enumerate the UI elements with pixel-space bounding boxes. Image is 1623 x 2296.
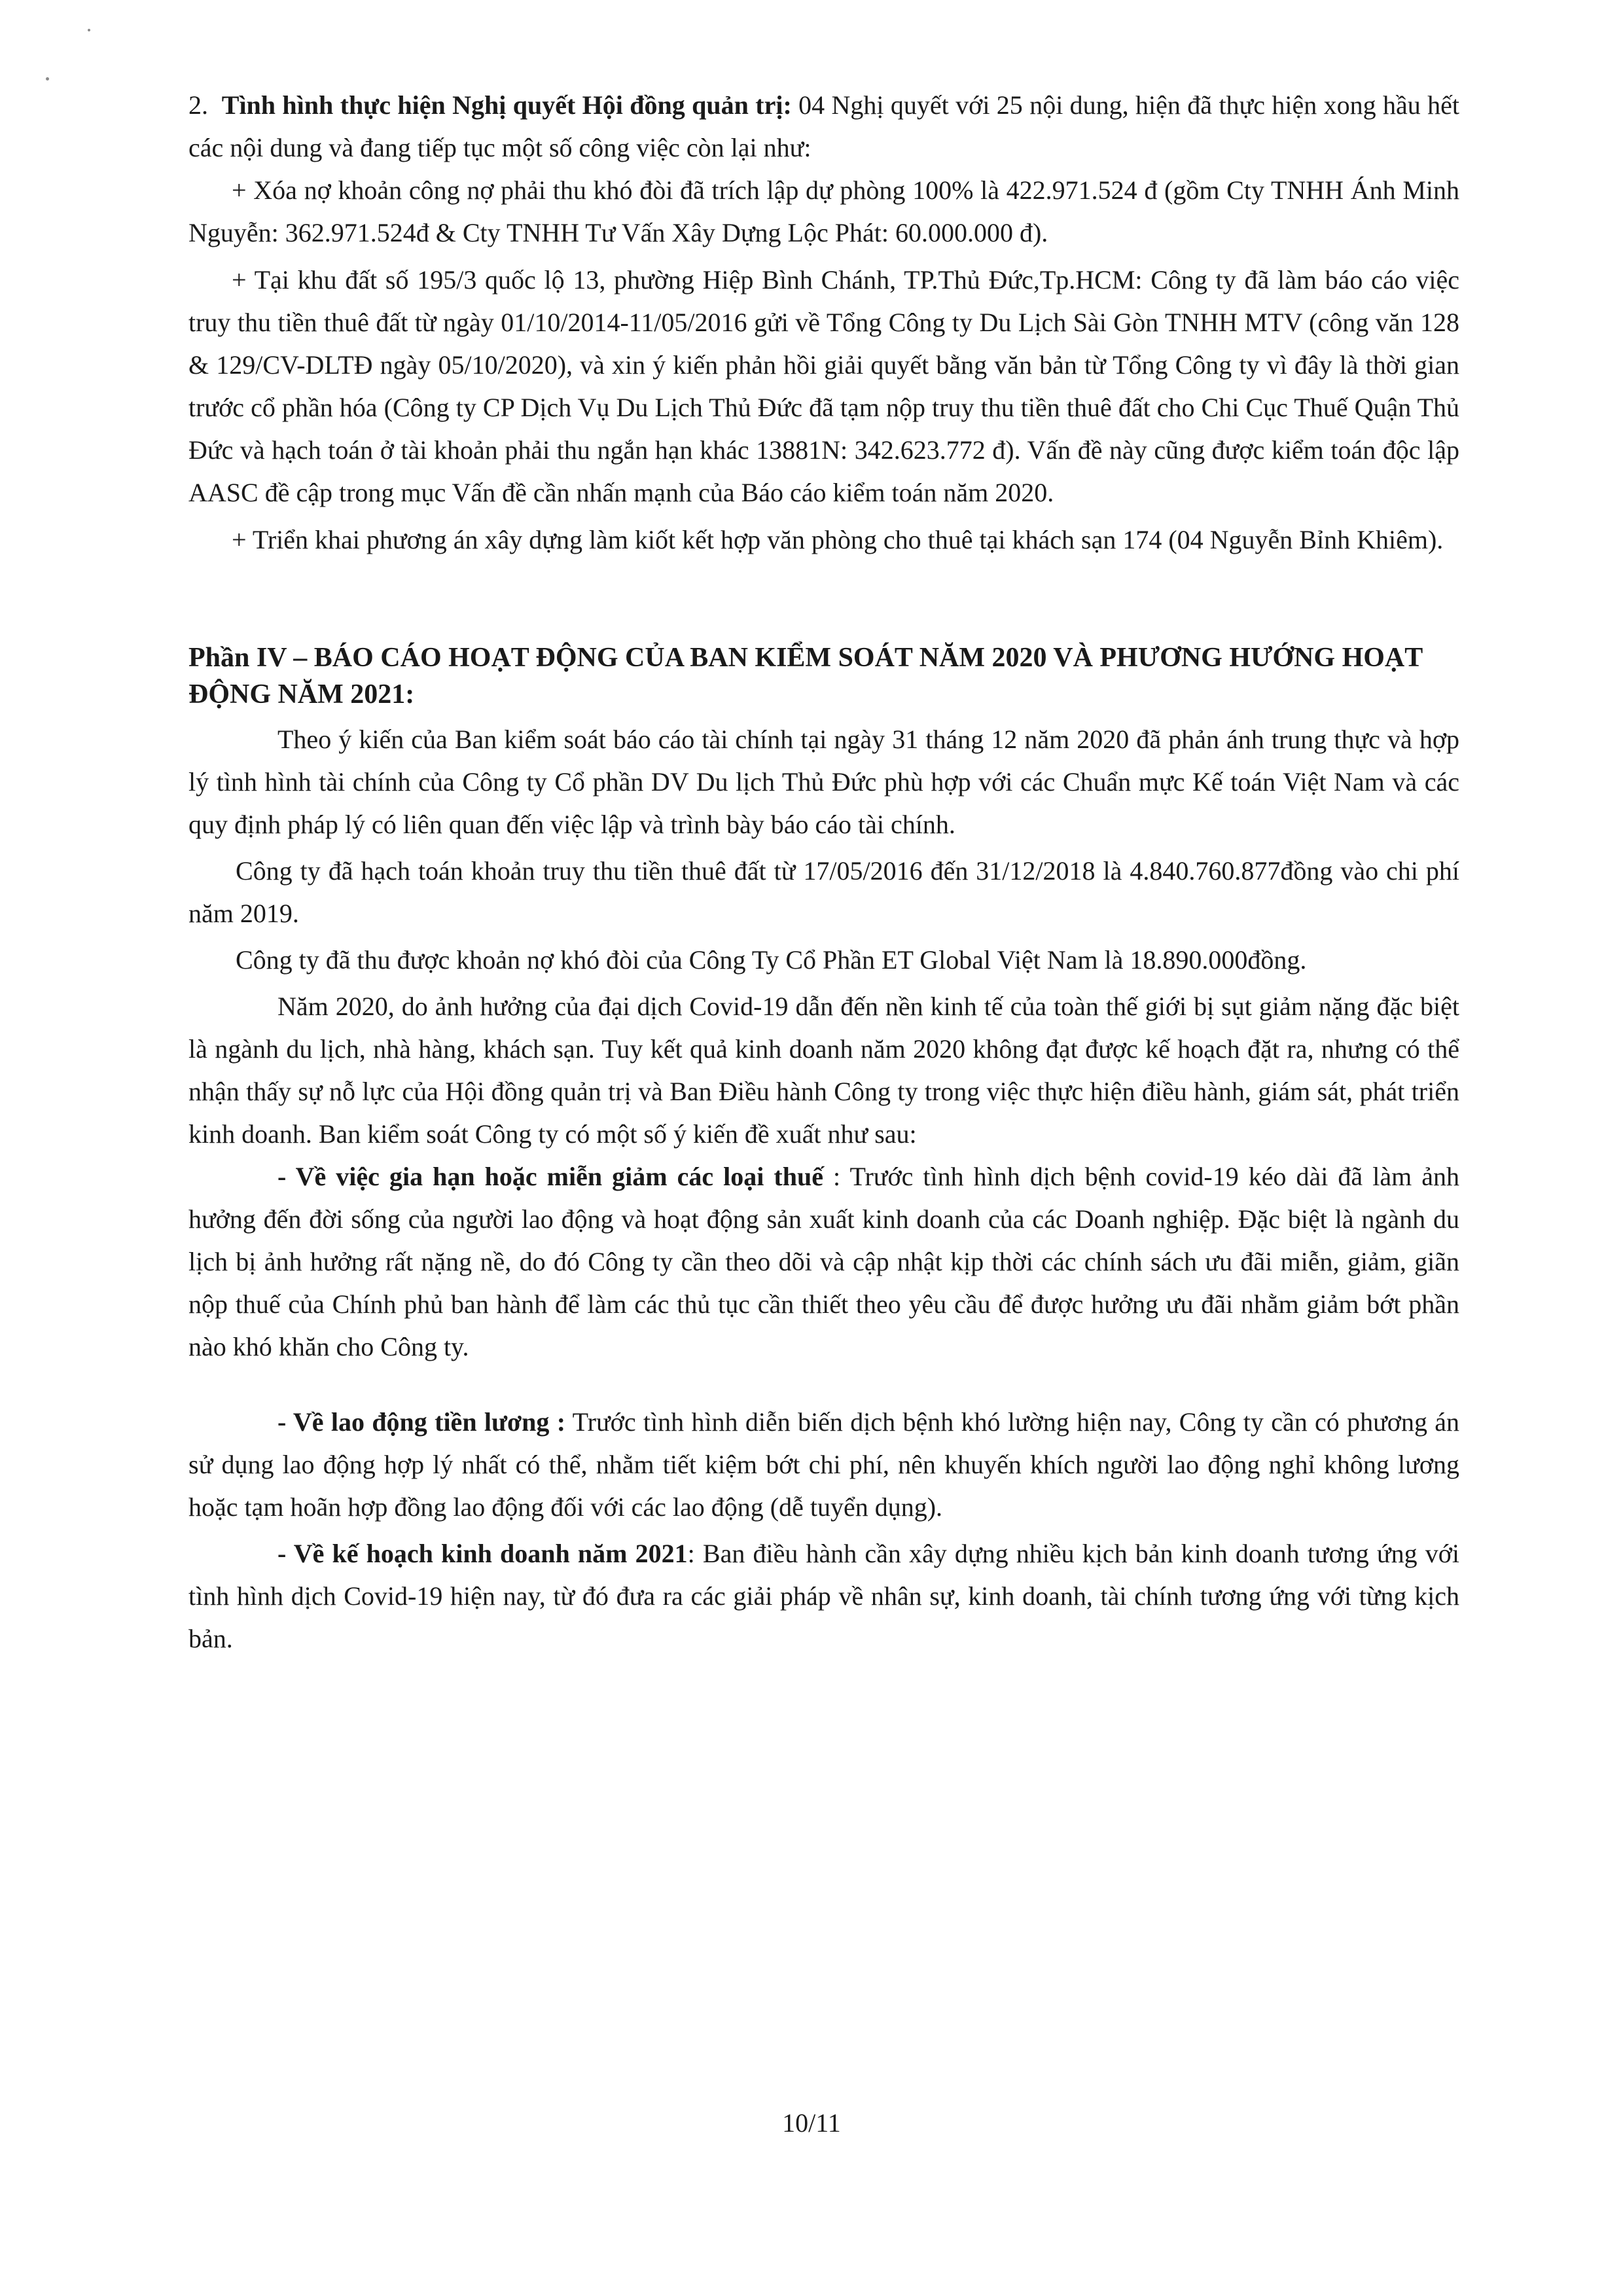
part-4-heading: Phần IV – BÁO CÁO HOẠT ĐỘNG CỦA BAN KIỂM SOÁT NĂM 2020 VÀ PHƯƠNG HƯỚNG HOẠT ĐỘNG NĂM 2021: [188, 643, 1423, 709]
part-4-paragraph-1: Theo ý kiến của Ban kiểm soát báo cáo tài chính tại ngày 31 tháng 12 năm 2020 đã phản ánh trung thực và hợp lý tình hình tài chính của Công ty Cổ phần DV Du lịch Thủ Đức phù hợp với các Chuẩn mực Kế toán Việt Nam và các quy định pháp lý có liên quan đến việc lập và trình bày báo cáo tài chính. [188, 725, 1459, 839]
section-2-bullet-1: + Xóa nợ khoản công nợ phải thu khó đòi đã trích lập dự phòng 100% là 422.971.524 đ (gồm Cty TNHH Ánh Minh Nguyễn: 362.971.524đ & Cty TNHH Tư Vấn Xây Dựng Lộc Phát: 60.000.000 đ). [188, 175, 1459, 247]
recommendation-text-2: Trước tình hình diễn biến dịch bệnh khó lường hiện nay, Công ty cần có phương án sử dụng lao động hợp lý nhất có thể, nhằm tiết kiệm bớt chi phí, nên khuyến khích người lao động nghỉ không lương hoặc tạm hoãn hợp đồng lao động đối với các lao động (dễ tuyển dụng). [188, 1407, 1460, 1522]
section-2-bullet-3: + Triển khai phương án xây dựng làm kiốt kết hợp văn phòng cho thuê tại khách sạn 174 (04 Nguyễn Bỉnh Khiêm). [232, 525, 1444, 554]
recommendation-title-3: - Về kế hoạch kinh doanh năm 2021 [277, 1539, 688, 1568]
recommendation-text-1: : Trước tình hình dịch bệnh covid-19 kéo dài đã làm ảnh hưởng đến đời sống của người lao động và hoạt động sản xuất kinh doanh của các Doanh nghiệp. Đặc biệt là ngành du lịch bị ảnh hưởng rất nặng nề, do đó Công ty cần theo dõi và cập nhật kịp thời các chính sách ưu đãi miễn, giảm, giãn nộp thuế của Chính phủ ban hành để làm các thủ tục cần thiết theo yêu cầu để được hưởng ưu đãi nhằm giảm bớt phần nào khó khăn cho Công ty. [188, 1162, 1459, 1361]
scan-speck [46, 77, 49, 81]
scan-speck [88, 29, 90, 31]
section-2-bullet-2: + Tại khu đất số 195/3 quốc lộ 13, phường Hiệp Bình Chánh, TP.Thủ Đức,Tp.HCM: Công ty đã làm báo cáo việc truy thu tiền thuê đất từ ngày 01/10/2014-11/05/2016 gửi về Tổng Công ty Du Lịch Sài Gòn TNHH MTV (công văn 128 & 129/CV-DLTĐ ngày 05/10/2020), và xin ý kiến phản hồi giải quyết bằng văn bản từ Tổng Công ty vì đây là thời gian trước cổ phần hóa (Công ty CP Dịch Vụ Du Lịch Thủ Đức đã tạm nộp truy thu tiền thuê đất cho Chi Cục Thuế Quận Thủ Đức và hạch toán ở tài khoản phải thu ngắn hạn khác 13881N: 342.623.772 đ). Vấn đề này cũng được kiểm toán độc lập AASC đề cập trong mục Vấn đề cần nhấn mạnh của Báo cáo kiểm toán năm 2020. [188, 265, 1459, 507]
document-page [188, 84, 1459, 2211]
recommendation-title-2: - Về lao động tiền lương : [277, 1407, 566, 1437]
recommendation-title-1: - Về việc gia hạn hoặc miễn giảm các loại thuế [277, 1162, 823, 1191]
section-2-paragraph [188, 84, 1459, 169]
recommendation-item-3 [188, 1532, 1459, 1660]
recommendation-text-3: : Ban điều hành cần xây dựng nhiều kịch bản kinh doanh tương ứng với tình hình dịch Covid-19 hiện nay, từ đó đưa ra các giải pháp về nhân sự, kinh doanh, tài chính tương ứng với từng kịch bản. [188, 1539, 1459, 1653]
section-2-number: 2. [188, 90, 208, 120]
part-4-paragraph-4: Năm 2020, do ảnh hưởng của đại dịch Covid-19 dẫn đến nền kinh tế của toàn thế giới bị sụt giảm nặng đặc biệt là ngành du lịch, nhà hàng, khách sạn. Tuy kết quả kinh doanh năm 2020 không đạt được kế hoạch đặt ra, nhưng có thể nhận thấy sự nỗ lực của Hội đồng quản trị và Ban Điều hành Công ty trong việc thực hiện điều hành, giám sát, phát triển kinh doanh. Ban kiểm soát Công ty có một số ý kiến đề xuất như sau: [188, 992, 1459, 1149]
part-4-paragraph-3: Công ty đã thu được khoản nợ khó đòi của Công Ty Cổ Phần ET Global Việt Nam là 18.890.000đồng. [236, 945, 1307, 975]
recommendation-item-2 [188, 1401, 1459, 1528]
section-2-title: Tình hình thực hiện Nghị quyết Hội đồng quản trị: [221, 90, 792, 120]
page-number: 10/11 [782, 2108, 841, 2138]
section-2-text: 04 Nghị quyết với 25 nội dung, hiện đã thực hiện xong hầu hết các nội dung và đang tiếp tục một số công việc còn lại như: [188, 90, 1459, 162]
part-4-paragraph-2: Công ty đã hạch toán khoản truy thu tiền thuê đất từ 17/05/2016 đến 31/12/2018 là 4.840.760.877đồng vào chi phí năm 2019. [188, 856, 1459, 928]
recommendation-item-1 [188, 1155, 1459, 1368]
